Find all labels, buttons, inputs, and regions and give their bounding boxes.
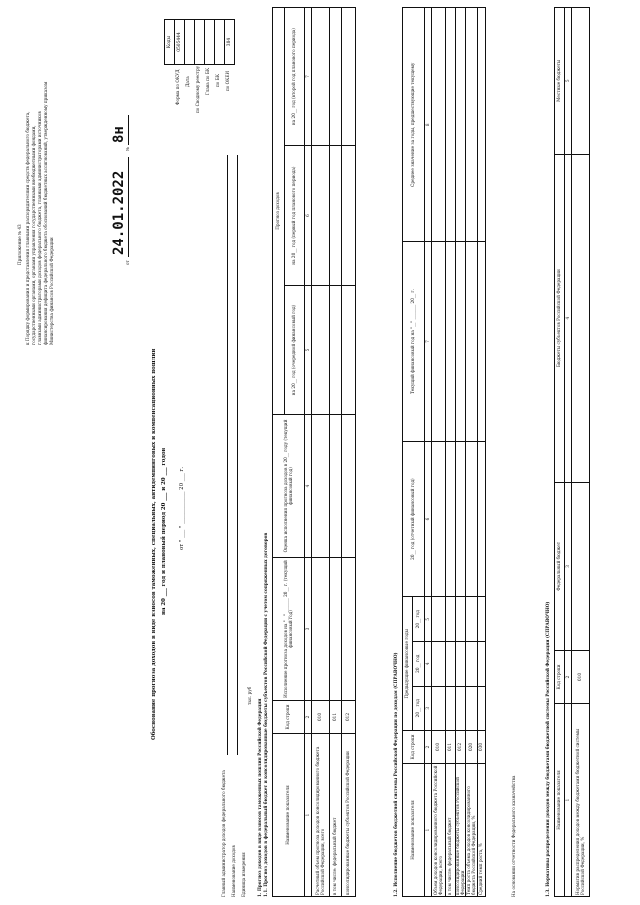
- form-date: от " ___ " ____________ 20 ___ г.: [179, 466, 185, 550]
- cell: [432, 242, 446, 441]
- s2-col-y2: 20__ год: [413, 642, 425, 686]
- s2-col-code: Код строки: [403, 731, 425, 764]
- s3-num: 4: [565, 154, 572, 482]
- s2-col-y3: 20__ год: [413, 597, 425, 642]
- s3-num: 1: [565, 704, 572, 897]
- order-number-label: №: [125, 147, 130, 151]
- preamble-line-4: финансирования дефицита федерального бюджета обоснований бюджетных ассигнований, утвержденному приказом: [43, 81, 48, 345]
- code-bk: [215, 20, 225, 65]
- s2-col-y1: 20__ год: [413, 686, 425, 730]
- cell: [342, 415, 356, 558]
- s2-col-name: Наименование показателя: [403, 764, 425, 897]
- cell: [446, 242, 456, 441]
- cell: [446, 8, 456, 243]
- row-code: 030: [478, 731, 486, 764]
- s1-num: 1: [305, 734, 312, 897]
- s2-num: 3: [425, 686, 432, 730]
- section2-note: На основании отчетности Федерального казначейства: [511, 775, 516, 897]
- budget-label: Наименование доходов: [231, 845, 236, 897]
- label-date: Дата: [185, 76, 190, 87]
- section1-subtitle: 1.1. Прогноз доходов в федеральный бюджет и консолидированные бюджеты субъектов Российской Федерации с учетом сопряженных договоров: [263, 532, 268, 897]
- row-code: 012: [342, 701, 356, 734]
- code-registry: [195, 20, 205, 65]
- order-date-underline: [128, 157, 129, 257]
- cell: [446, 441, 456, 597]
- table-row: [342, 8, 356, 897]
- order-date: 24.01.2022: [111, 170, 127, 255]
- s2-num: 5: [425, 597, 432, 642]
- row-name: Расчетный объем прогноза доходов консолидированного бюджета Российской Федерации, всего: [312, 734, 330, 897]
- row-name: в том числе: федеральный бюджет: [446, 764, 456, 897]
- codes-table: [164, 19, 235, 65]
- s3-col-name: Наименование показателя: [555, 704, 565, 897]
- code-date: [185, 20, 195, 65]
- section3-table: [554, 7, 590, 897]
- s1-num: 7: [305, 8, 312, 146]
- cell: [432, 8, 446, 243]
- cell: [572, 154, 590, 482]
- label-okud: Форма по ОКУД: [175, 69, 180, 105]
- form-period: на 20 ___ год и плановый период 20 ___ и 20 ___ годов: [161, 447, 167, 615]
- cell: [312, 415, 330, 558]
- s2-prev-header: Предыдущие финансовые годы: [403, 597, 413, 731]
- cell: [330, 286, 342, 415]
- row-code: 012: [456, 731, 466, 764]
- row-code: 010: [572, 651, 590, 704]
- s2-num: 7: [425, 242, 432, 441]
- cell: [456, 8, 466, 243]
- s2-num: 4: [425, 642, 432, 686]
- table-row: [312, 8, 330, 897]
- cell: [466, 597, 478, 642]
- row-name: консолидированные бюджеты субъектов Российской Федерации: [342, 734, 356, 897]
- table-row: [572, 8, 590, 897]
- code-okei: 384: [225, 20, 235, 65]
- s3-col-regional: Бюджеты субъектов Российской Федерации: [555, 154, 565, 482]
- cell: [478, 642, 486, 686]
- row-code: 011: [446, 731, 456, 764]
- table-row: [446, 8, 456, 897]
- cell: [456, 597, 466, 642]
- s1-num: 4: [305, 415, 312, 558]
- label-glava: Глава по БК: [205, 67, 210, 95]
- section2-title: 1.2. Исполнение бюджетов бюджетной системы Российской Федерации по доходам (СПРАВОЧНО): [393, 652, 398, 897]
- cell: [330, 8, 342, 146]
- preamble-line-1: к Порядку формирования и представления главными распорядителями средств федерального бюджета,: [25, 111, 30, 345]
- cell: [312, 558, 330, 701]
- row-code: 010: [432, 731, 446, 764]
- label-okei: по ОКЕИ: [225, 70, 230, 91]
- s1-num: 2: [305, 701, 312, 734]
- label-registry: по Сводному реестру: [195, 65, 200, 113]
- cell: [572, 482, 590, 650]
- row-code: 020: [466, 731, 478, 764]
- s3-col-federal: Федеральный бюджет: [555, 482, 565, 650]
- s1-col-year3: на 20__ год (второй год планового периода): [285, 8, 305, 146]
- s1-col-year1: на 20__ год (очередной финансовый год): [285, 286, 305, 415]
- budget-underline: [237, 155, 238, 755]
- section2-table: [402, 7, 486, 897]
- cell: [342, 558, 356, 701]
- cell: [466, 8, 478, 243]
- cell: [312, 286, 330, 415]
- cell: [456, 686, 466, 730]
- table-row: [478, 8, 486, 897]
- cell: [466, 642, 478, 686]
- s1-num: 3: [305, 558, 312, 701]
- section1-title: 1. Прогноз доходов в виде взносов таможенных пошлин Российской Федерации: [257, 698, 262, 897]
- cell: [432, 642, 446, 686]
- order-prefix: от: [125, 260, 130, 265]
- s3-num: 5: [565, 8, 572, 155]
- cell: [330, 415, 342, 558]
- s1-col-code: Код строки: [273, 701, 305, 734]
- cell: [466, 441, 478, 597]
- s1-col-name: Наименование показателя: [273, 734, 305, 897]
- unit-value: тыс. руб: [247, 686, 252, 705]
- section1-table: [272, 7, 356, 897]
- row-name: Средний темп роста, %: [478, 764, 486, 897]
- cell: [572, 8, 590, 155]
- cell: [312, 8, 330, 146]
- cell: [342, 146, 356, 286]
- s3-num: 2: [565, 651, 572, 704]
- cell: [456, 242, 466, 441]
- form-title: Обоснование прогноза доходов в виде взносов таможенных, специальных, антидемпинговых и компенсационных пошлин: [151, 348, 157, 740]
- row-name: в том числе: федеральный бюджет: [330, 734, 342, 897]
- cell: [478, 242, 486, 441]
- s1-col-exec: Исполнение прогноза доходов на "__" _______ 20__ г. (текущий финансовый год): [273, 558, 305, 701]
- cell: [446, 686, 456, 730]
- row-name: Темп роста объема доходов консолидированного бюджета Российской Федерации, %: [466, 764, 478, 897]
- s3-col-local: Местные бюджеты: [555, 8, 565, 155]
- row-code: 010: [312, 701, 330, 734]
- table-row: [456, 8, 466, 897]
- s2-num: 6: [425, 441, 432, 597]
- table-row: [466, 8, 478, 897]
- cell: [466, 242, 478, 441]
- cell: [432, 686, 446, 730]
- label-bk: по БК: [215, 74, 220, 87]
- admin-underline: [227, 155, 228, 755]
- cell: [456, 441, 466, 597]
- cell: [312, 146, 330, 286]
- cell: [478, 686, 486, 730]
- codes-title: Коды: [165, 20, 175, 65]
- admin-label: Главный администратор доходов федерального бюджета: [221, 770, 226, 897]
- s2-col-report: 20__ год (отчетный финансовый год): [403, 441, 425, 597]
- cell: [478, 8, 486, 243]
- s2-num: 2: [425, 731, 432, 764]
- s1-col-estimate: Оценка исполнения прогноза доходов в 20__ году (текущий финансовый год): [273, 415, 305, 558]
- s3-num: 3: [565, 482, 572, 650]
- cell: [432, 441, 446, 597]
- preamble-line-5: Министерства финансов Российской Федерации: [49, 237, 54, 345]
- preamble-line-3: главными администраторами доходов федерального бюджета, главными администраторами источников: [37, 111, 42, 345]
- row-name: Объем доходов консолидированного бюджета Российской Федерации, всего: [432, 764, 446, 897]
- s1-num: 5: [305, 286, 312, 415]
- code-glava: [205, 20, 215, 65]
- appendix-label: Приложение № 43: [17, 224, 22, 265]
- cell: [330, 146, 342, 286]
- s1-num: 6: [305, 146, 312, 286]
- cell: [432, 597, 446, 642]
- s2-num: 1: [425, 764, 432, 897]
- table-row: [432, 8, 446, 897]
- row-code: 011: [330, 701, 342, 734]
- unit-label: Единица измерения: [241, 852, 246, 897]
- order-number-underline: [128, 115, 129, 145]
- s2-col-average: Среднее значение за годы, предшествующие текущему: [403, 8, 425, 243]
- order-number: 8н: [111, 126, 127, 143]
- cell: [446, 597, 456, 642]
- preamble-line-2: государственными органами, органами управления государственными внебюджетными фондами,: [31, 125, 36, 345]
- s3-col-code: Код строки: [555, 651, 565, 704]
- s1-forecast-header: Прогноз доходов: [273, 8, 285, 415]
- cell: [466, 686, 478, 730]
- s2-col-current: Текущий финансовый год на "__" _______ 20__ г.: [403, 242, 425, 441]
- s1-col-year2: на 20__ год (первый год планового периода): [285, 146, 305, 286]
- cell: [456, 642, 466, 686]
- table-row: [330, 8, 342, 897]
- row-name: Норматив распределения доходов между бюджетами бюджетной системы Российской Федерации, %: [572, 704, 590, 897]
- s2-num: 8: [425, 8, 432, 243]
- cell: [478, 597, 486, 642]
- cell: [330, 558, 342, 701]
- row-name: консолидированные бюджеты субъектов Российской Федерации: [456, 764, 466, 897]
- section3-title: 1.3. Нормативы распределения доходов между бюджетами бюджетной системы Российской Федерации (СПРАВОЧНО): [545, 601, 550, 897]
- cell: [342, 8, 356, 146]
- cell: [342, 286, 356, 415]
- cell: [478, 441, 486, 597]
- code-okud: 0505444: [175, 20, 185, 65]
- cell: [446, 642, 456, 686]
